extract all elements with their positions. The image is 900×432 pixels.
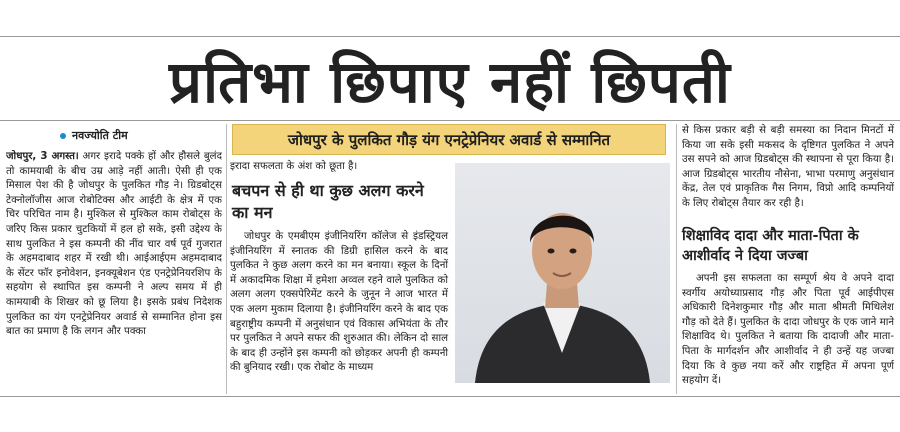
top-rule [0, 36, 900, 37]
column-2-body [230, 230, 448, 376]
banner-subtitle: जोधपुर के पुलकित गौड़ यंग एनट्रेप्रेनियर अवार्ड से सम्मानित [232, 124, 666, 155]
headline: प्रतिभा छिपाए नहीं छिपती [169, 47, 731, 116]
bottom-rule [0, 396, 900, 397]
column-2 [230, 160, 448, 175]
column-divider-2 [676, 124, 677, 394]
column-1-text: अगर इरादे पक्के हों और हौसले बुलंद तो कामयाबी के बीच उम्र आड़े नहीं आती। ऐसी ही एक मिसाल पेश की है जोधपुर के पुलकित गौड़ ने। ग्रिडबोट्स टेक्नोलॉजीस आज रोबोटिक्स और आईटी के क्षेत्र में एक चिर परिचित नाम है। मुश्किल से मुश्किल काम रोबोट्स के जरिए किस प्रकार चुटकियों में हल हो सके, इसी उद्देश्य के साथ पुलकित ने इस कम्पनी की नींव चार वर्ष पूर्व गुजरात के अहमदाबाद शहर में रखी थी। आईआईएम अहमदाबाद के सेंटर फॉर इनोवेशन, इनक्यूबेशन एंड एनट्रेप्रेनियरशिप के सहयोग से स्थापित इस कम्पनी ने अल्प समय में ही कामयाबी के शिखर को छू लिया है। इसके प्रबंध निदेशक पुलकित का यंग एनट्रेप्रेनियर अवार्ड से सम्मानित होना इस बात का प्रमाण है कि लगन और पक्का [6, 151, 222, 338]
column-3-subhead: शिक्षाविद दादा और माता-पिता के आशीर्वाद ने दिया जज्बा [682, 228, 859, 264]
column-2-subhead: बचपन से ही था कुछ अलग करने का मन [232, 181, 424, 222]
column-2-intro: इरादा सफलता के अंश को छूता है। [230, 161, 358, 172]
column-2-text: जोधपुर के एमबीएम इंजीनियरिंग कॉलेज से इंडस्ट्रियल इंजीनियरिंग में स्नातक की डिग्री हासिल करने के बाद पुलकित ने कुछ अलग करने का मन बनाया। स्कूल के दिनों में अकादमिक शिक्षा में हमेशा अव्वल रहने वाले पुलकित को अलग अलग एक्सपेरिमेंट करने के जुनून ने आज भारत में एक अलग मुकाम दिलाया है। इंजीनियरिंग करने के बाद एक बहुराष्ट्रीय कम्पनी में अनुसंधान एवं विकास अभियंता के तौर पर पुलकित ने अपने सफर की शुरुआत की। लेकिन दो साल के बाद ही उन्होंने इस कम्पनी को छोड़कर अपनी ही कम्पनी की बुनियाद रखी। एक रोबोट के माध्यम [230, 231, 448, 374]
column-1-paragraph [6, 150, 222, 340]
dateline: जोधपुर, 3 अगस्त। [6, 151, 79, 162]
column-divider-1 [226, 124, 227, 394]
column-3-body [682, 272, 894, 389]
person-portrait-icon [455, 163, 670, 383]
byline-text: नवज्योति टीम [72, 129, 128, 142]
headline-bottom-rule [0, 120, 900, 121]
column-3 [682, 124, 894, 212]
column-1 [6, 150, 222, 394]
column-3-text-2: अपनी इस सफलता का सम्पूर्ण श्रेय वे अपने दादा स्वर्गीय अयोध्याप्रसाद गौड़ और पिता पूर्व आईपीएस अधिकारी दिनेशकुमार गौड़ और माता श्रीमती मिथिलेश गौड़ को देते हैं। पुलकित के दादा जोधपुर के एक जाने माने शिक्षाविद थे। पुलकित ने बताया कि दादाजी और माता-पिता के मार्गदर्शन और आशीर्वाद ने ही उन्हें यह जज्बा दिया कि वे कुछ नया करें और राष्ट्रहित में अपना पूर्ण सहयोग दें। [682, 273, 894, 387]
bullet-icon [60, 133, 66, 139]
portrait-photo [455, 163, 670, 383]
byline [60, 128, 128, 143]
column-3-text-1: से किस प्रकार बड़ी से बड़ी समस्या का निदान मिनटों में किया जा सके इसी मकसद के दृष्टिगत पुलकित ने अपने उस सपने को आज ग्रिडबोट्स की स्थापना से पूरा किया है। आज ग्रिडबोट्स भारतीय नौसेना, भाभा परमाणु अनुसंधान केंद्र, तेल एवं प्राकृतिक गैस निगम, विप्रो आदि कम्पनियों के लिए रोबोट्स तैयार कर रही है। [682, 125, 894, 209]
